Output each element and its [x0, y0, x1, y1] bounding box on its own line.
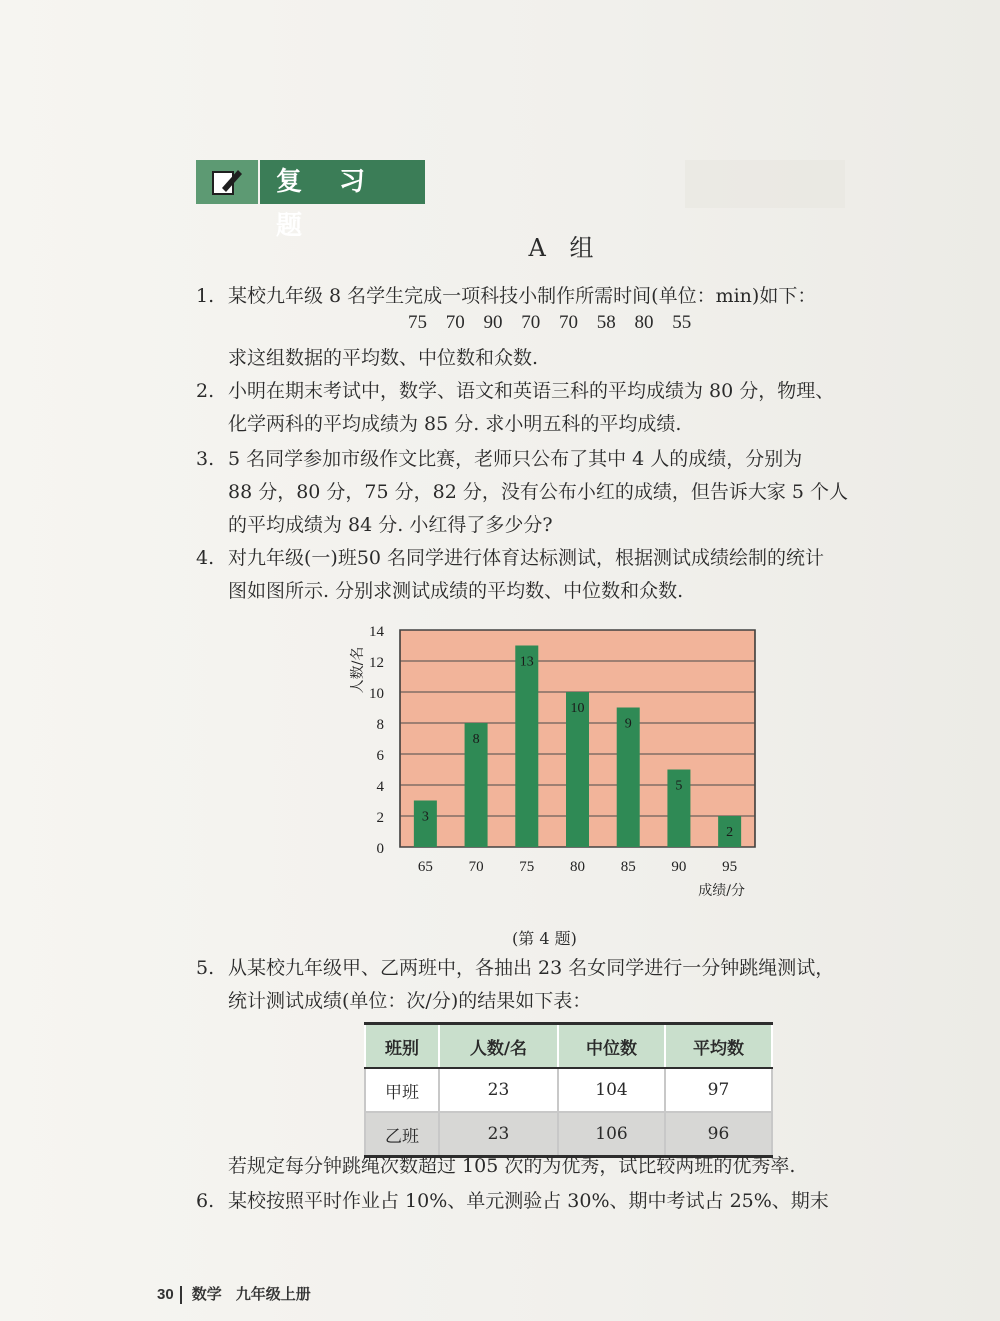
problem-text-line: 图如图所示. 分别求测试成绩的平均数、中位数和众数. — [228, 580, 684, 602]
problem-number: 6. — [196, 1190, 215, 1212]
problem-text-line: 某校按照平时作业占 10%、单元测验占 30%、期中考试占 25%、期末 — [228, 1190, 829, 1212]
table-cell: 106 — [558, 1112, 665, 1157]
page-footer — [157, 1283, 311, 1304]
table-cell: 23 — [439, 1112, 558, 1157]
table-header: 中位数 — [558, 1024, 665, 1069]
bleed-through-shadow — [685, 160, 845, 208]
y-tick-label: 12 — [369, 655, 384, 671]
problem-number: 5. — [196, 957, 215, 979]
problem-4 — [196, 542, 926, 608]
y-tick-labels — [369, 624, 385, 857]
pencil-note-icon — [196, 160, 258, 204]
problem-text: 某校九年级 8 名学生完成一项科技小制作所需时间(单位：min)如下： — [228, 285, 817, 307]
bar-value-label: 8 — [472, 732, 480, 747]
x-tick-label: 70 — [468, 859, 484, 875]
section-title: 复 习 题 — [260, 160, 425, 204]
table-cell: 23 — [439, 1068, 558, 1112]
problem-5 — [196, 952, 926, 1018]
problem-5-question — [196, 1150, 926, 1183]
problem-text-line: 的平均成绩为 84 分. 小红得了多少分? — [228, 514, 553, 536]
problem-text-line: 5 名同学参加市级作文比赛，老师只公布了其中 4 人的成绩，分别为 — [228, 448, 803, 470]
y-tick-label: 10 — [369, 686, 384, 702]
y-tick-label: 4 — [376, 779, 384, 795]
problem-text-line: 小明在期末考试中，数学、语文和英语三科的平均成绩为 80 分，物理、 — [228, 380, 835, 402]
bar-value-label: 3 — [421, 809, 429, 825]
figure-caption: (第 4 题) — [512, 929, 577, 948]
bar-value-label: 9 — [624, 716, 632, 732]
problem-text-line: 对九年级(一)班50 名同学进行体育达标测试，根据测试成绩绘制的统计 — [228, 547, 825, 569]
table-cell: 96 — [665, 1112, 772, 1157]
bar-value-label: 13 — [519, 654, 534, 670]
table-cell: 甲班 — [365, 1068, 439, 1112]
problem-2 — [196, 375, 926, 441]
problem-text-line: 统计测试成绩(单位：次/分)的结果如下表： — [228, 990, 592, 1012]
problem-text: 求这组数据的平均数、中位数和众数. — [228, 347, 539, 369]
page-number: 30 — [157, 1286, 174, 1303]
table-header: 平均数 — [665, 1024, 772, 1069]
problem-text-line: 化学两科的平均成绩为 85 分. 求小明五科的平均成绩. — [228, 413, 682, 435]
section-banner — [196, 160, 425, 241]
table-header: 班别 — [365, 1024, 439, 1069]
table-cell: 97 — [665, 1068, 772, 1112]
x-tick-label: 90 — [671, 859, 687, 875]
footer-book: 九年级上册 — [235, 1286, 311, 1303]
y-axis-label: 人数/名 — [350, 646, 366, 694]
problem-6 — [196, 1185, 926, 1218]
problem-number: 4. — [196, 547, 215, 569]
x-tick-label: 95 — [722, 859, 738, 875]
y-tick-label: 8 — [376, 717, 384, 733]
y-tick-label: 14 — [369, 624, 384, 640]
problem-1-data: 75 70 90 70 70 58 80 55 — [408, 312, 692, 333]
footer-divider — [180, 1286, 182, 1304]
group-title: A 组 — [528, 234, 602, 262]
bar — [515, 646, 538, 848]
table-row — [365, 1068, 772, 1112]
x-tick-label: 85 — [620, 859, 636, 875]
y-tick-label: 6 — [376, 748, 384, 764]
score-bar-chart — [340, 615, 780, 905]
score-table — [364, 1022, 773, 1158]
bar-value-label: 5 — [675, 778, 683, 794]
x-axis-label: 成绩/分 — [698, 883, 745, 899]
problem-number: 2. — [196, 380, 215, 402]
table-cell: 乙班 — [365, 1112, 439, 1157]
x-tick-labels — [418, 859, 737, 875]
bar-value-label: 10 — [570, 701, 585, 716]
x-tick-label: 80 — [570, 859, 585, 875]
y-tick-label: 0 — [376, 841, 384, 857]
bar-value-label: 2 — [726, 825, 734, 840]
table-header-row — [365, 1024, 772, 1069]
problem-text-line: 从某校九年级甲、乙两班中，各抽出 23 名女同学进行一分钟跳绳测试， — [228, 957, 835, 979]
table-header: 人数/名 — [439, 1024, 558, 1069]
footer-subject: 数学 — [191, 1286, 222, 1303]
problem-text-line: 88 分，80 分，75 分，82 分，没有公布小红的成绩，但告诉大家 5 个人 — [228, 481, 849, 503]
problem-1 — [196, 280, 926, 313]
problem-text: 若规定每分钟跳绳次数超过 105 次的为优秀，试比较两班的优秀率. — [228, 1155, 796, 1177]
x-tick-label: 75 — [519, 859, 535, 875]
problem-number: 1. — [196, 285, 215, 307]
y-tick-label: 2 — [376, 810, 384, 826]
problem-1-question — [196, 342, 926, 375]
table-cell: 104 — [558, 1068, 665, 1112]
problem-3 — [196, 443, 926, 542]
x-tick-label: 65 — [417, 859, 433, 875]
problem-number: 3. — [196, 448, 215, 470]
